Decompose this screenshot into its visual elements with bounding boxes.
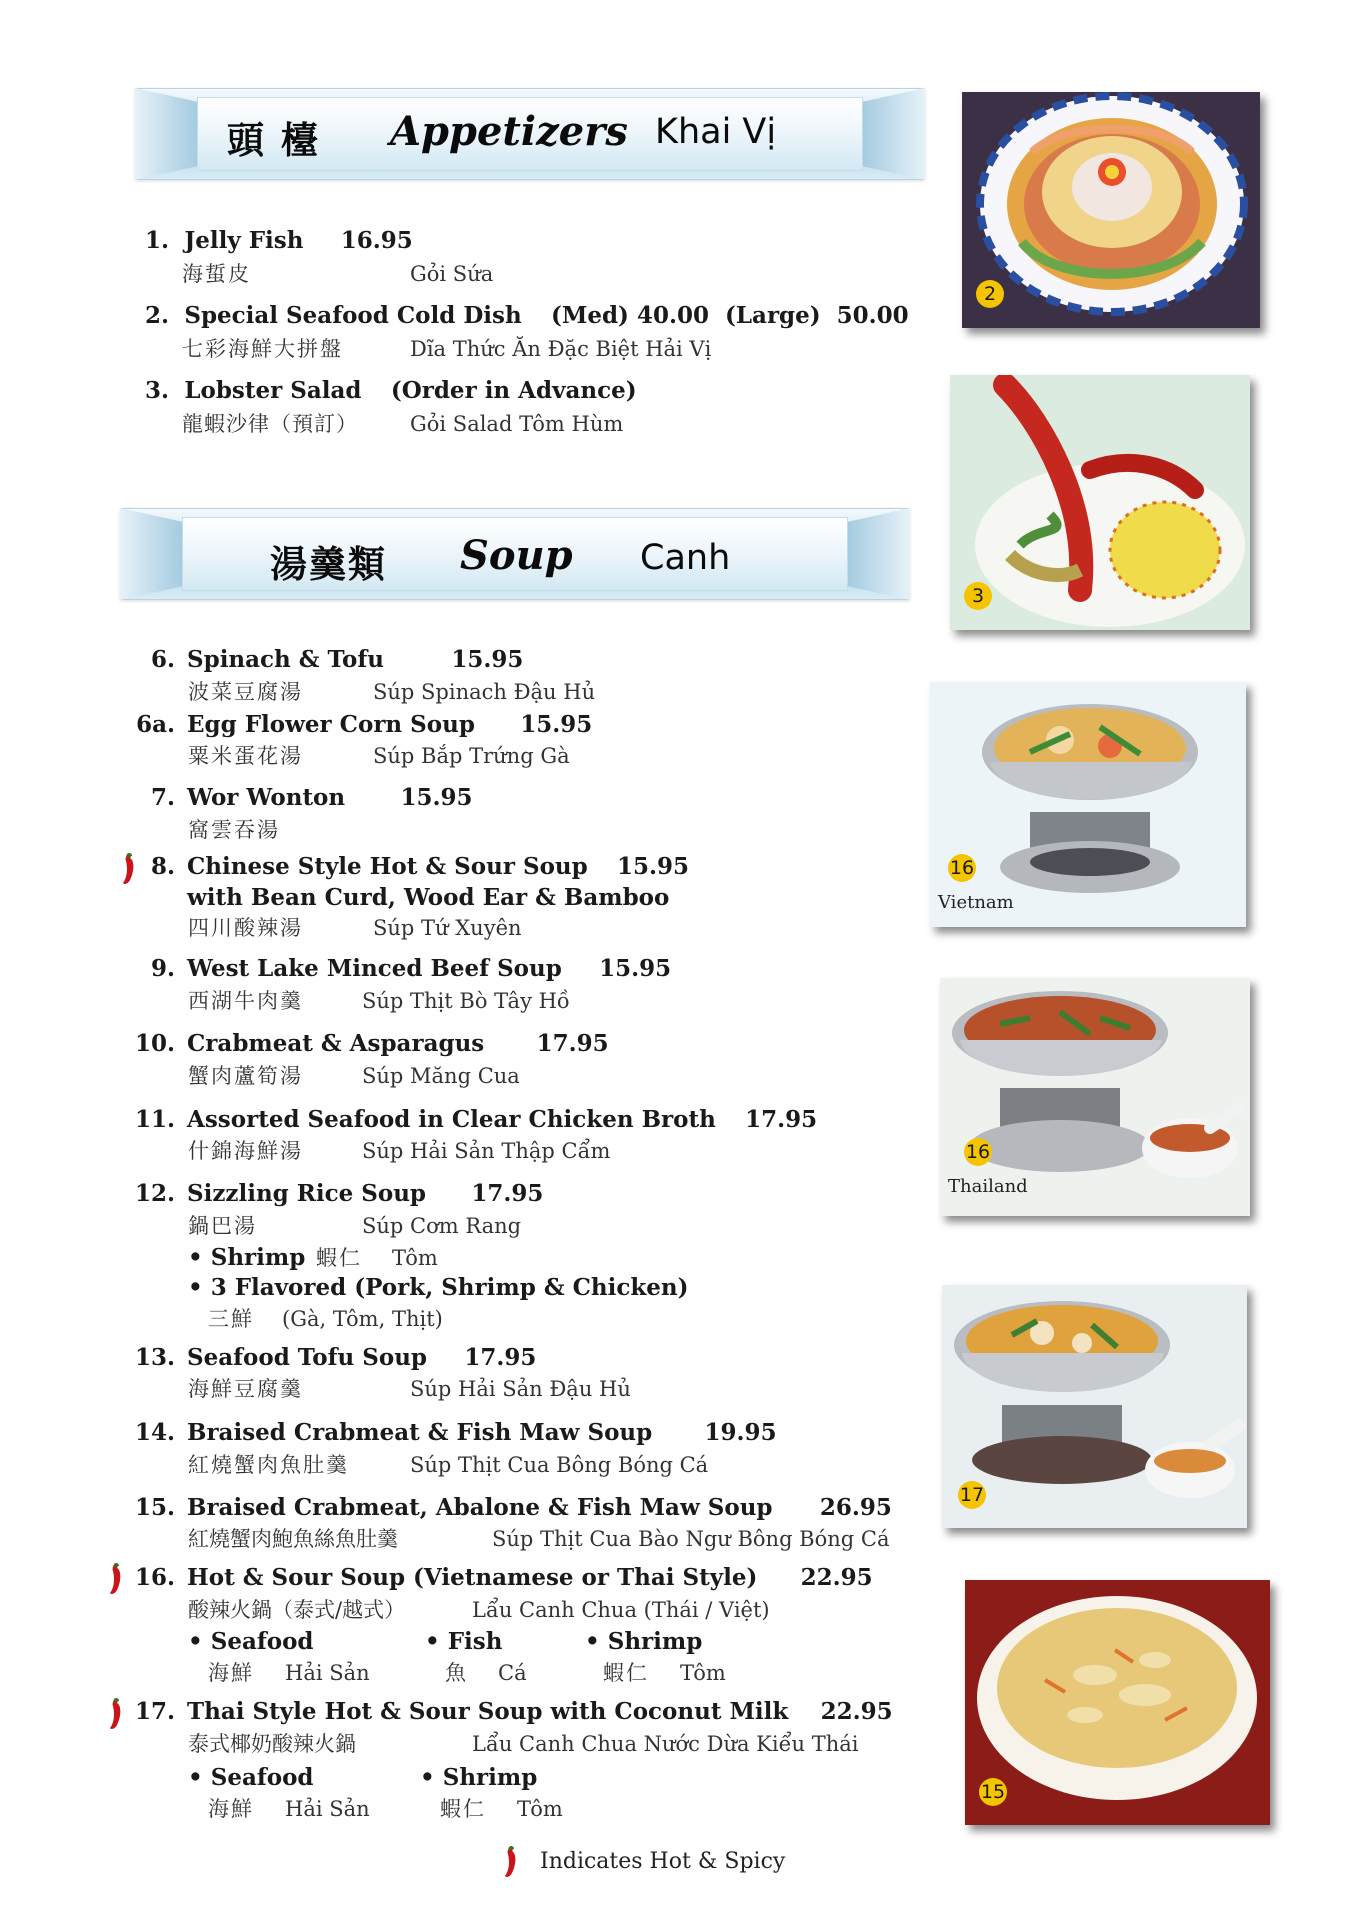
appetizers-title-en: Appetizers: [390, 108, 628, 155]
item-name-vn: Súp Hải Sản Thập Cẩm: [362, 1139, 611, 1163]
option-cn: 蝦仁: [603, 1661, 649, 1685]
photo-badge: 2: [976, 280, 1004, 308]
option-vn: Tôm: [680, 1661, 726, 1685]
item-name-vn: Súp Tứ Xuyên: [373, 916, 522, 940]
option-cn: 蝦仁: [316, 1246, 362, 1270]
chili-pepper-icon: [500, 1845, 520, 1879]
item-name: Braised Crabmeat, Abalone & Fish Maw Soup: [187, 1494, 773, 1521]
item-name-vn: Dĩa Thức Ăn Đặc Biệt Hải Vị: [410, 337, 712, 361]
chili-pepper-icon: [105, 1562, 125, 1596]
item-name: Lobster Salad: [184, 377, 362, 404]
item-name: Sizzling Rice Soup: [187, 1180, 427, 1207]
item-name-vn: Súp Thịt Cua Bông Bóng Cá: [410, 1453, 709, 1477]
seafood-platter-photo: [962, 92, 1260, 328]
item-name: Egg Flower Corn Soup: [187, 711, 475, 738]
item-name-vn: Gỏi Sứa: [410, 262, 494, 286]
item-name-cn: 龍蝦沙律（預訂）: [182, 412, 358, 436]
item-name-cn: 泰式椰奶酸辣火鍋: [188, 1732, 356, 1756]
lobster-salad-photo: [950, 375, 1250, 630]
item-price: (Med) 40.00 (Large) 50.00: [551, 302, 909, 329]
item-name-cn: 酸辣火鍋（泰式/越式）: [188, 1598, 406, 1622]
appetizers-banner: [135, 88, 925, 180]
item-name: West Lake Minced Beef Soup: [187, 955, 562, 982]
option-cn: 三鮮: [208, 1307, 254, 1331]
option-3-flavored: • 3 Flavored (Pork, Shrimp & Chicken): [188, 1274, 689, 1301]
hotpot-thailand-photo: [940, 978, 1250, 1216]
item-name-cn: 窩雲吞湯: [188, 818, 280, 842]
item-name: Hot & Sour Soup (Vietnamese or Thai Style): [187, 1564, 758, 1591]
item-description: with Bean Curd, Wood Ear & Bamboo: [187, 884, 670, 911]
item-name-cn: 蟹肉蘆筍湯: [188, 1064, 303, 1088]
coconut-hotpot-photo: [942, 1285, 1247, 1528]
option-vn: Hải Sản: [285, 1797, 370, 1821]
option-cn: 海鮮: [208, 1661, 254, 1685]
item-price: 22.95: [800, 1564, 873, 1591]
option-vn: Tôm: [392, 1246, 438, 1270]
item-name-cn: 海蜇皮: [182, 262, 251, 286]
item-name-vn: Lẩu Canh Chua (Thái / Việt): [472, 1598, 770, 1622]
item-name-vn: Súp Măng Cua: [362, 1064, 520, 1088]
item-price: 17.95: [464, 1344, 537, 1371]
item-name-cn: 什錦海鮮湯: [188, 1139, 303, 1163]
item-note: (Order in Advance): [390, 377, 637, 404]
item-name: Chinese Style Hot & Sour Soup: [187, 853, 588, 880]
item-name: Assorted Seafood in Clear Chicken Broth: [187, 1106, 716, 1133]
option-vn: Cá: [498, 1661, 527, 1685]
soup-title-vn: Canh: [640, 538, 731, 578]
item-name-cn: 粟米蛋花湯: [188, 744, 303, 768]
item-name: Thai Style Hot & Sour Soup with Coconut Milk: [187, 1698, 789, 1725]
item-name: Special Seafood Cold Dish: [184, 302, 522, 329]
item-name-vn: Súp Thịt Cua Bào Ngư Bông Bóng Cá: [492, 1527, 890, 1551]
item-price: 15.95: [400, 784, 473, 811]
item-price: 17.95: [536, 1030, 609, 1057]
item-name-cn: 海鮮豆腐羹: [188, 1377, 303, 1401]
item-price: 22.95: [820, 1698, 893, 1725]
option-cn: 魚: [445, 1661, 468, 1685]
item-price: 26.95: [819, 1494, 892, 1521]
fish-maw-soup-photo: [965, 1580, 1270, 1825]
legend-text: Indicates Hot & Spicy: [540, 1849, 786, 1874]
option-vn: (Gà, Tôm, Thịt): [282, 1307, 443, 1331]
option-seafood: • Seafood: [188, 1764, 314, 1791]
appetizers-title-vn: Khai Vị: [655, 112, 777, 152]
option-fish: • Fish: [425, 1628, 503, 1655]
item-name-cn: 四川酸辣湯: [188, 916, 303, 940]
chili-pepper-icon: [105, 1697, 125, 1731]
item-name-cn: 鍋巴湯: [188, 1214, 257, 1238]
item-name-vn: Súp Thịt Bò Tây Hồ: [362, 989, 570, 1013]
item-name: Wor Wonton: [187, 784, 346, 811]
photo-badge: 17: [958, 1481, 986, 1509]
photo-badge: 15: [979, 1778, 1007, 1806]
item-name-vn: Súp Hải Sản Đậu Hủ: [410, 1377, 631, 1401]
photo-badge: 3: [964, 582, 992, 610]
item-name-cn: 西湖牛肉羹: [188, 989, 303, 1013]
item-price: 15.95: [617, 853, 690, 880]
photo-caption: Vietnam: [938, 892, 1014, 913]
soup-title-cn: 湯羹類: [270, 543, 387, 586]
item-name: Seafood Tofu Soup: [187, 1344, 428, 1371]
soup-title-en: Soup: [460, 532, 573, 579]
item-price: 17.95: [745, 1106, 818, 1133]
option-cn: 海鮮: [208, 1797, 254, 1821]
item-price: 16.95: [340, 227, 413, 254]
item-name: Jelly Fish: [184, 227, 304, 254]
item-name: Crabmeat & Asparagus: [187, 1030, 485, 1057]
chili-pepper-icon: [118, 852, 138, 886]
option-shrimp: • Shrimp: [188, 1244, 306, 1271]
item-name-cn: 波菜豆腐湯: [188, 680, 303, 704]
item-price: 15.95: [599, 955, 672, 982]
item-name-vn: Súp Cơm Rang: [362, 1214, 522, 1238]
option-vn: Hải Sản: [285, 1661, 370, 1685]
item-price: 15.95: [520, 711, 593, 738]
option-cn: 蝦仁: [440, 1797, 486, 1821]
appetizers-title-cn: 頭 檯: [227, 119, 320, 162]
photo-caption: Thailand: [948, 1176, 1028, 1197]
hotpot-vietnam-photo: [930, 682, 1246, 927]
item-price: 17.95: [471, 1180, 544, 1207]
item-name: Spinach & Tofu: [187, 646, 384, 673]
item-price: 15.95: [451, 646, 524, 673]
option-seafood: • Seafood: [188, 1628, 314, 1655]
item-price: 19.95: [704, 1419, 777, 1446]
item-name-cn: 七彩海鮮大拼盤: [182, 337, 343, 361]
option-vn: Tôm: [517, 1797, 563, 1821]
item-name-vn: Súp Spinach Đậu Hủ: [373, 680, 596, 704]
option-shrimp: • Shrimp: [420, 1764, 538, 1791]
item-name-vn: Gỏi Salad Tôm Hùm: [410, 412, 624, 436]
item-name-vn: Súp Bắp Trứng Gà: [373, 744, 570, 768]
item-name-cn: 紅燒蟹肉魚肚羹: [188, 1453, 349, 1477]
photo-badge: 16: [948, 854, 976, 882]
item-name-cn: 紅燒蟹肉鮑魚絲魚肚羹: [188, 1527, 398, 1551]
item-name: Braised Crabmeat & Fish Maw Soup: [187, 1419, 653, 1446]
soup-banner: [120, 508, 910, 600]
item-name-vn: Lẩu Canh Chua Nước Dừa Kiểu Thái: [472, 1732, 859, 1756]
photo-badge: 16: [964, 1138, 992, 1166]
option-shrimp: • Shrimp: [585, 1628, 703, 1655]
